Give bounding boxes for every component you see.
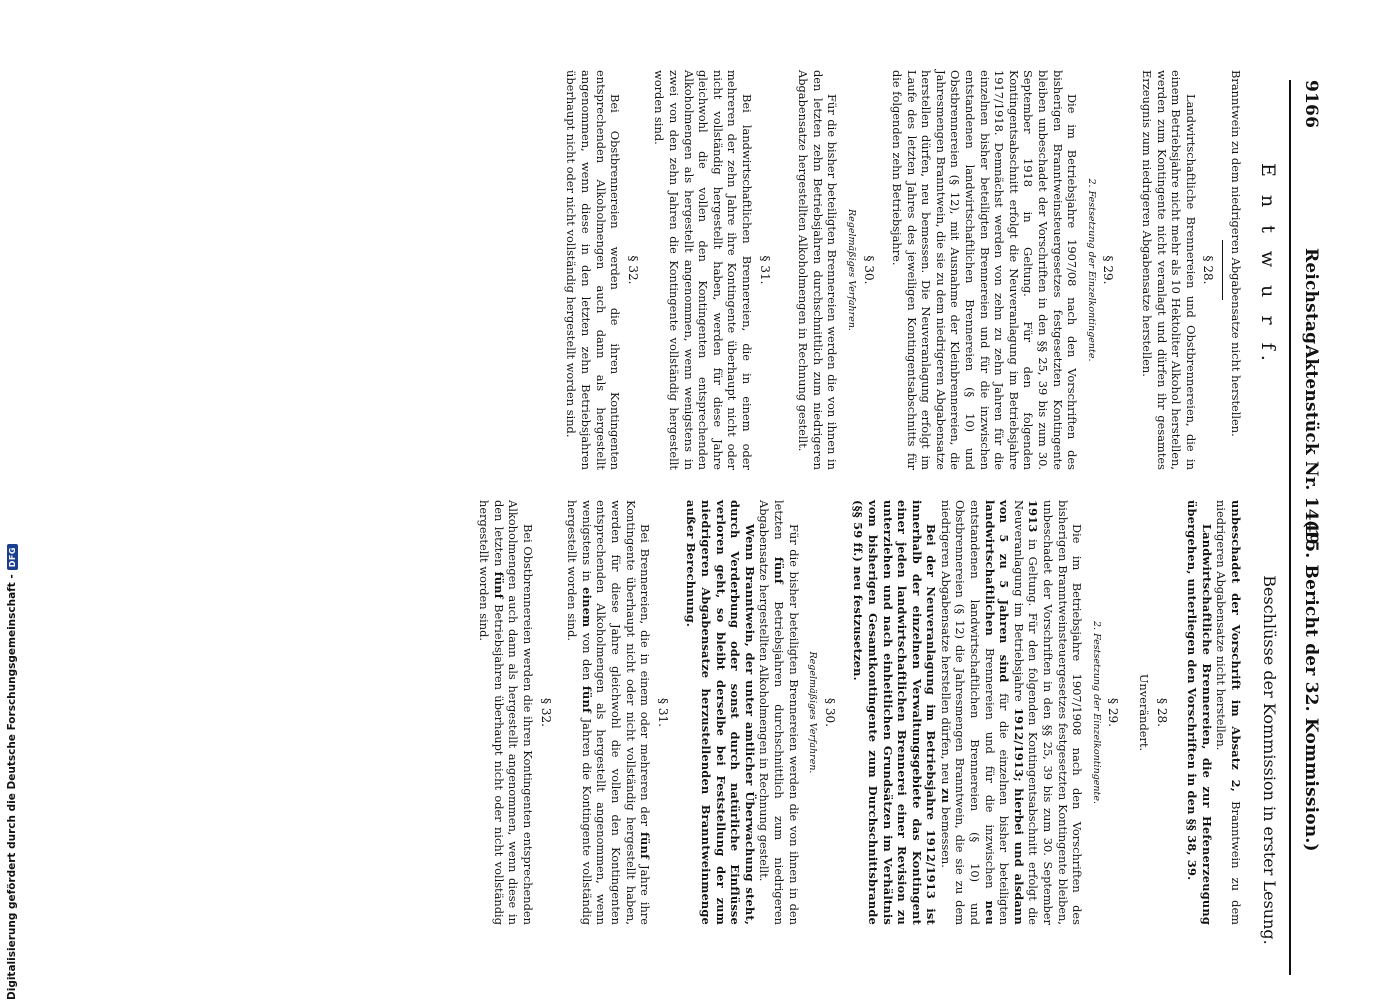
right-s32-title: § 32.	[538, 698, 553, 727]
right-s29-bold-b: 1912/1913; hierbei und alsdann von 5 zu 5 Jahren sind	[997, 500, 1026, 926]
right-s29-text-b: in Geltung. Für den folgenden Kontingentsabschnitt erfolgt die Neuveranlagung im Betriebsjahre	[1011, 500, 1041, 925]
right-s30-bold-a: fünf	[771, 556, 786, 585]
right-s30-text-b: Betriebsjahren durchschnittlich zum niedrigeren Abgabensatze hergestellten Alkoholmengen in Rechnung gestellt.	[757, 500, 786, 925]
divider	[1222, 240, 1223, 300]
right-s29-bold-d: neu	[982, 900, 997, 926]
left-s30-title: § 30.	[861, 255, 876, 285]
left-s29-caption: 2. Festsetzung der Einzelkontingente.	[1085, 178, 1097, 362]
dfg-logo: DFG	[7, 544, 18, 570]
right-s32-text-a: Bei Obstbrennereien werden die ihren Kontingenten entsprechenden Alkoholmengen auch dann als hergestellt angenommen, wenn diese in den letzten	[491, 500, 536, 925]
left-s31-text: Bei landwirtschaftlichen Brennereien, die in einem oder mehreren der zehn Jahre ihre Kontingente überhaupt nicht oder nicht vollständig hergestellt haben, werden für diese Jahre gleichwohl die vollen den Kontingenten entsprechenden Alkoholmengen als hergestellt angenommen, wenn wenigstens in zwei von den zehn Jahren die Kontingente vollständig hergestellt worden sind.	[652, 70, 754, 470]
header-document: Aktenstück Nr. 1449.	[1301, 345, 1321, 551]
right-s29-text-a: Die im Betriebsjahre 1907/1908 nach den Vorschriften des bisherigen Branntweinsteuergesetzes festgesetzten Kontingente bleiben, unbeschadet der Vorschriften in den §§ 25, 39 bis zum 30. September	[1041, 500, 1085, 925]
left-s29-title: § 29.	[1101, 255, 1116, 285]
right-s28-text: Unverändert.	[1137, 673, 1152, 752]
left-column	[564, 70, 1243, 470]
right-s30-caption: Regelmäßiges Verfahren.	[807, 651, 819, 774]
header-report: (15. Bericht der 32. Kommission.)	[1301, 520, 1321, 852]
right-s30-text-a: Für die bisher beteiligten Brennereien werden die von ihnen in den letzten	[771, 500, 801, 925]
left-s29-text: Die im Betriebsjahre 1907/08 nach den Vorschriften des bisherigen Branntweinsteuergesetzes festgesetzten Kontingente bleiben unbeschadet der Vorschriften in den §§ 25, 39 bis zum 30. September 1918 in Geltung. Für den folgenden Kontingentsabschnitt erfolgt die Neuveranlagung im Betriebsjahre 1917/1918. Demnächst werden von zehn zu zehn Jahren für die einzelnen bisher beteiligten Brennereien und für die inzwischen entstandenen landwirtschaftlichen Brennereien (§ 10) und Obstbrennereien (§ 12), mit Ausnahme der Kleinbrennereien, die Jahresmengen Branntwein, die sie zu dem niedrigeren Abgabensatze herstellen dürfen, neu bemessen. Die Neuveranlagung erfolgt im Laufe des letzten Jahres des jeweiligen Kontingentsabschnitts für die folgenden zehn Betriebsjahre.	[890, 70, 1080, 470]
right-s29-bold-c: landwirtschaftlichen	[982, 500, 997, 636]
right-s29-text-f: bemessen.	[938, 806, 953, 868]
left-s28-title: § 28.	[1201, 255, 1216, 285]
right-s31-text-d: Jahren die Kontingente vollständig hergestellt worden sind.	[565, 500, 594, 926]
left-s31-title: § 31.	[757, 255, 772, 285]
right-subheading: Beschlüsse der Kommission in erster Lesung.	[1260, 575, 1279, 945]
left-s30-text: Für die bisher beteiligten Brennereien werden die von ihnen in den letzten zehn Betriebsjahren durchschnittlich zum niedrigeren Abgabensatze hergestellten Alkoholmengen in Rechnung gestellt.	[796, 70, 840, 470]
right-s31-title: § 31.	[655, 698, 670, 727]
right-s30-title: § 30.	[822, 698, 837, 727]
right-s29-text-d: Brennereien und für die inzwischen	[982, 647, 997, 889]
right-column	[477, 500, 1243, 925]
left-subheading: E n t w u r f.	[1257, 163, 1279, 367]
page-number: 9166	[1301, 80, 1321, 129]
left-s28-text: Landwirtschaftliche Brennereien und Obstbrennereien, die in einem Betriebsjahre nicht mehr als 10 Hektoliter Alkohol herstellen, werden zum Kontingente nicht veranlagt und dürfen ihr gesamtes Erzeugnis zum niedrigeren Abgabensatze herstellen.	[1140, 70, 1198, 470]
left-s30-caption: Regelmäßiges Verfahren.	[845, 209, 857, 331]
footer-text: Digitalisierung gefördert durch die Deutsche Forschungsgemeinschaft -	[6, 574, 18, 1000]
right-intro-bold2: Landwirtschaftliche Brennereien, die zur Hefenerzeugung übergehen, unterliegen den Vorschriften in den §§ 38, 39.	[1185, 500, 1214, 925]
header-rule	[1289, 80, 1291, 975]
right-intro-rest: Branntwein zu dem niedrigeren Abgabensatze nicht herstellen.	[1214, 500, 1243, 925]
header-body: Reichstag.	[1301, 248, 1321, 351]
right-s31-bold-b: einem	[579, 587, 594, 628]
right-s31-text-c: von den	[579, 632, 594, 681]
left-s32-title: § 32.	[625, 255, 640, 285]
right-s32-bold-a: fünf	[491, 571, 506, 599]
right-s31-text-b: Jahre ihre Kontingente überhaupt nicht oder nicht vollständig hergestellt haben, werden für diese Jahre gleichwohl die vollen den Kontingenten entsprechenden Alkoholmengen als hergestellt angenommen, wenn wenigstens in	[579, 500, 653, 925]
right-s31-bold-c: fünf	[579, 685, 594, 714]
right-s30-bold-para: Wenn Branntwein, der unter amtlicher Überwachung steht, durch Verderbung oder sonst durch natürliche Einflüsse verloren geht, so bleibt derselbe bei Feststellung der zum niedrigeren Abgabensatze herzustellenden Branntweinmenge außer Berechnung.	[684, 500, 757, 925]
right-s28-title: § 28.	[1154, 698, 1169, 727]
right-s29-caption: 2. Festsetzung der Einzelkontingente.	[1090, 620, 1102, 804]
left-s32-text: Bei Obstbrennereien werden die ihren Kontingenten entsprechenden Alkoholmengen auch dann als hergestellt angenommen, wenn diese in den letzten zehn Betriebsjahren überhaupt nicht oder nicht vollständig hergestellt worden sind.	[564, 70, 623, 470]
digitization-footer	[6, 0, 18, 1000]
right-s32-text-b: Betriebsjahren überhaupt nicht oder nicht vollständig hergestellt worden sind.	[477, 500, 506, 925]
right-s29-title: § 29.	[1106, 698, 1121, 727]
left-intro: Branntwein zu dem niedrigeren Abgabensatze nicht herstellen.	[1229, 70, 1243, 437]
right-s29-bold-para: Bei der Neuveranlagung im Betriebsjahre 1912/1913 ist innerhalb der einzelnen Verwaltungsgebiete das Kontingent einer jeden landwirtschaftlichen Brennerei einer Revision zu unterziehen und nach einheitlichen Grundsätzen im Verhältnis vom bisherigen Gesamtkontingente zum Durchschnittsbrande (§§ 59 ff.) neu festzusetzen.	[851, 500, 939, 925]
right-s29-bold-a: 1913	[1026, 500, 1041, 533]
right-s29-text-c: für die einzelnen bisher beteiligten	[997, 693, 1012, 925]
right-intro-bold: unbeschadet der Vorschrift im Absatz 2,	[1229, 500, 1243, 792]
right-s31-bold-a: fünf	[638, 831, 653, 860]
right-s29-text-e: entstandenen landwirtschaftlichen Brennereien (§ 10) und Obstbrennereien (§ 12) die Jahresmengen Branntwein, die sie zu dem niedrigeren Abgabensatze herstellen dürfen, neu	[938, 500, 983, 925]
right-s29-bold-e: zu	[938, 788, 953, 804]
right-s31-text-a: Bei Brennereien, die in einem oder mehreren der	[638, 524, 653, 827]
